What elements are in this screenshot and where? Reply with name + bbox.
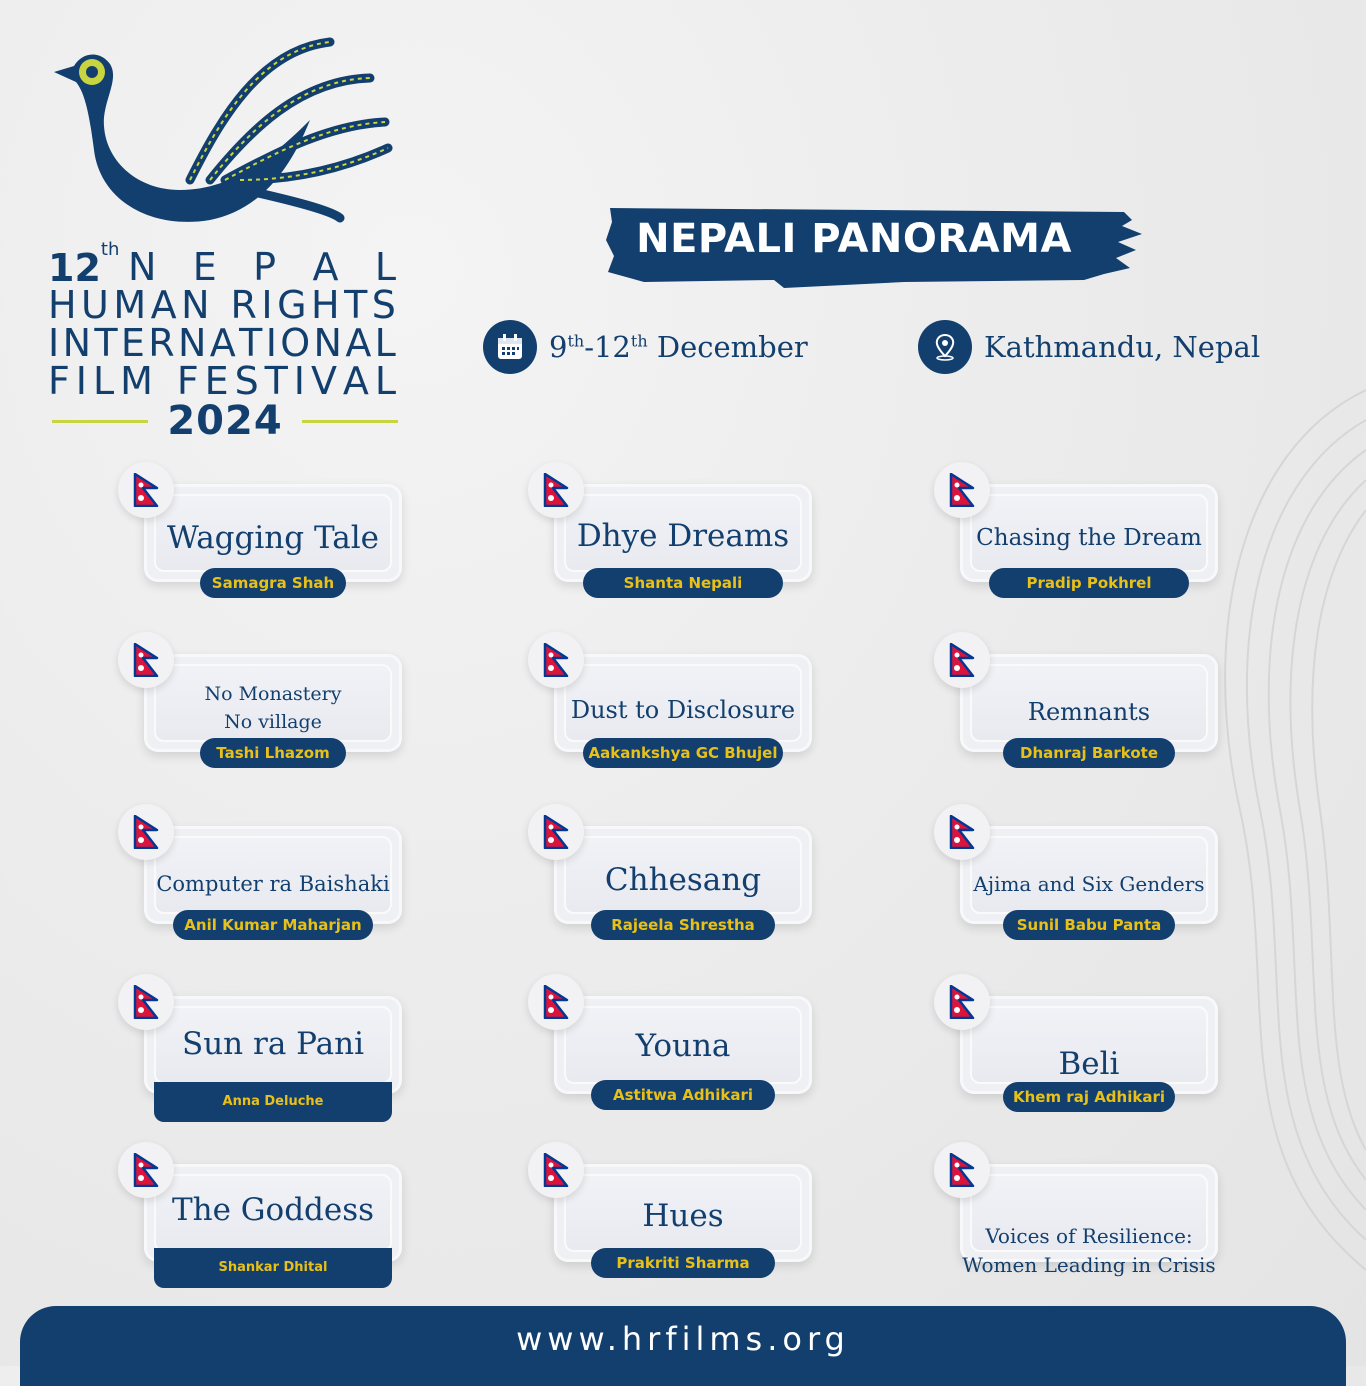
nepal-flag-icon — [934, 462, 990, 518]
film-card — [118, 1142, 402, 1275]
wordmark-line-3: I N T E R N A T I O N A L — [48, 321, 396, 365]
film-director: Astitwa Adhikari — [591, 1080, 775, 1110]
date-text: 9th-12th December — [549, 330, 808, 364]
nepal-flag-icon — [528, 804, 584, 860]
section-title: NEPALI PANORAMA — [636, 216, 1072, 262]
film-title: No Monastery No village — [204, 683, 342, 733]
location-pin-icon — [918, 320, 972, 374]
film-director: Anil Kumar Maharjan — [173, 910, 373, 940]
film-title: Wagging Tale — [167, 520, 379, 556]
film-title: Voices of Resilience: Women Leading in Crisis — [962, 1224, 1216, 1277]
festival-edition: 12th — [48, 239, 120, 290]
film-director: Khem raj Adhikari — [1003, 1082, 1175, 1112]
nepal-flag-icon — [528, 632, 584, 688]
nepal-flag-icon — [118, 462, 174, 518]
film-director: Rajeela Shrestha — [591, 910, 775, 940]
film-director: Shankar Dhital — [154, 1248, 392, 1288]
website-link[interactable]: www.hrfilms.org — [516, 1320, 850, 1358]
film-card — [934, 974, 1218, 1106]
calendar-icon — [483, 320, 537, 374]
wordmark-line-2: H U M A N R I G H T S — [48, 283, 396, 327]
nepal-flag-icon — [934, 804, 990, 860]
wordmark-line-4: F I L M F E S T I V A L — [48, 359, 396, 403]
film-director: Dhanraj Barkote — [1003, 738, 1175, 768]
nepal-flag-icon — [528, 1142, 584, 1198]
film-title: Hues — [642, 1198, 724, 1234]
film-title: Dhye Dreams — [576, 518, 790, 554]
film-director: Pradip Pokhrel — [989, 568, 1189, 598]
film-title: Ajima and Six Genders — [973, 872, 1205, 896]
year-rule-right — [302, 420, 398, 423]
film-director: Shanta Nepali — [583, 568, 783, 598]
film-title: Remnants — [1027, 698, 1151, 726]
nepal-flag-icon — [118, 974, 174, 1030]
film-card — [528, 1142, 812, 1272]
film-title: Beli — [1058, 1046, 1120, 1082]
nepal-flag-icon — [934, 974, 990, 1030]
film-director: Anna Deluche — [154, 1082, 392, 1122]
festival-year: 2024 — [167, 398, 283, 444]
nepal-flag-icon — [118, 1142, 174, 1198]
film-card — [934, 804, 1218, 934]
film-card — [528, 632, 812, 762]
film-director: Aakankshya GC Bhujel — [583, 738, 783, 768]
film-card — [934, 1142, 1218, 1277]
film-director: Sunil Babu Panta — [1003, 910, 1175, 940]
year-row — [52, 398, 398, 444]
film-card — [528, 462, 812, 592]
nepal-flag-icon — [118, 804, 174, 860]
nepal-flag-icon — [934, 1142, 990, 1198]
location-text: Kathmandu, Nepal — [984, 330, 1261, 364]
film-card — [118, 804, 402, 934]
film-title: Computer ra Baishaki — [156, 872, 390, 896]
film-title: Dust to Disclosure — [570, 696, 796, 724]
film-director: Tashi Lhazom — [200, 738, 346, 768]
nepal-flag-icon — [934, 632, 990, 688]
wordmark-line-1: N E P A L — [128, 245, 396, 289]
film-title: Youna — [635, 1028, 731, 1064]
event-location — [918, 320, 1260, 374]
film-card — [934, 632, 1218, 762]
film-title: Chasing the Dream — [976, 525, 1202, 551]
film-director: Samagra Shah — [200, 568, 346, 598]
footer-bar — [20, 1306, 1346, 1386]
film-title: Chhesang — [604, 862, 762, 898]
film-card — [118, 462, 402, 592]
year-rule-left — [52, 420, 148, 423]
film-title: The Goddess — [171, 1192, 375, 1228]
film-card — [528, 974, 812, 1104]
event-date — [483, 320, 808, 374]
nepal-flag-icon — [528, 462, 584, 518]
film-title: Sun ra Pani — [181, 1026, 364, 1062]
film-card — [528, 804, 812, 934]
film-card — [934, 462, 1218, 592]
film-director: Prakriti Sharma — [591, 1248, 775, 1278]
film-card — [118, 974, 402, 1109]
nepal-flag-icon — [528, 974, 584, 1030]
film-card — [118, 632, 402, 762]
